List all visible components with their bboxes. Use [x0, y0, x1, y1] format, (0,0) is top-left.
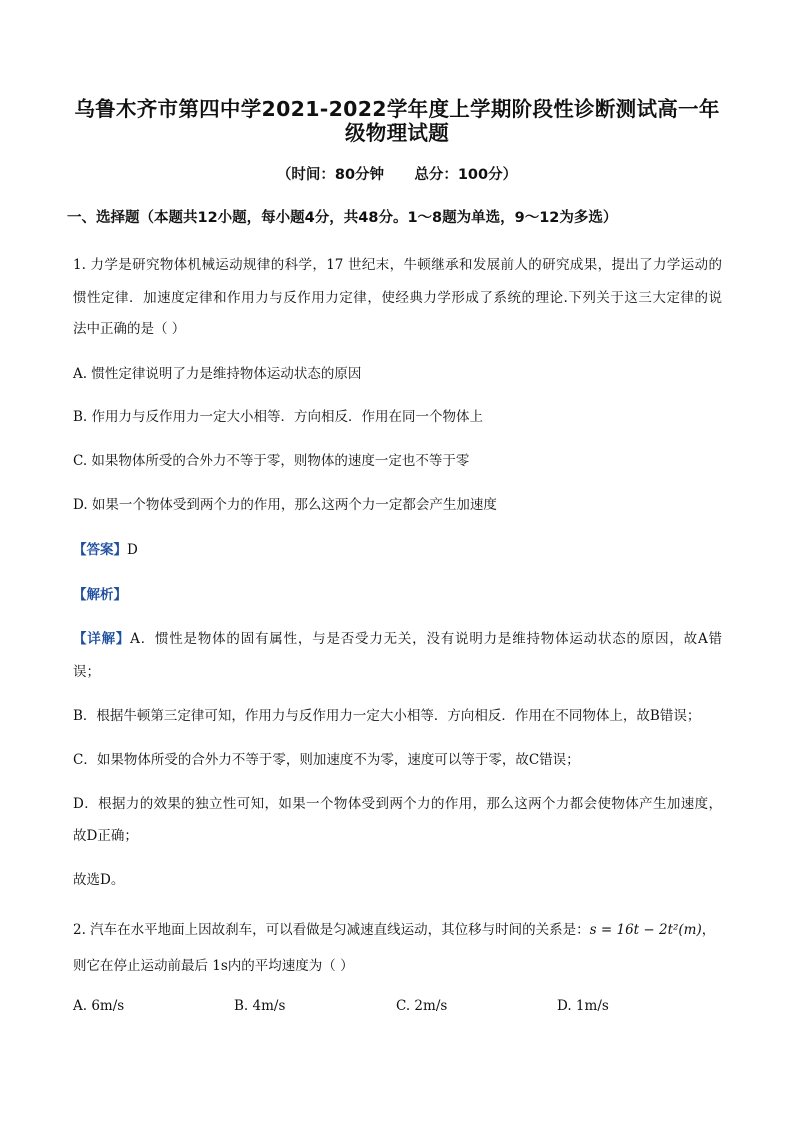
q1-detail-a-line2: 误； [73, 664, 100, 680]
q1-detail-d-line2: 故D正确； [73, 828, 138, 844]
q2-formula: s = 16t − 2t²(m) [589, 922, 702, 938]
q1-option-a: A. 惯性定律说明了力是维持物体运动状态的原因 [73, 366, 362, 382]
q2-stem-line2: 则它在停止运动前最后 1s内的平均速度为（ ） [73, 958, 354, 974]
q1-analysis [73, 583, 127, 603]
q1-detail-c: C．如果物体所受的合外力不等于零，则加速度不为零，速度可以等于零，故C错误； [73, 752, 580, 768]
q2-option-c: C. 2m/s [396, 998, 448, 1014]
q1-detail-b: B．根据牛顿第三定律可知，作用力与反作用力一定大小相等．方向相反．作用在不同物体上，故B错误； [73, 708, 701, 724]
q2-stem-text: 2. 汽车在水平地面上因故刹车，可以看做是匀减速直线运动，其位移与时间的关系是： [73, 922, 590, 938]
q1-answer [73, 538, 138, 558]
q2-option-b: B. 4m/s [234, 998, 286, 1014]
q2-stem-line1 [73, 918, 715, 938]
q1-option-c: C. 如果物体所受的合外力不等于零，则物体的速度一定也不等于零 [73, 453, 470, 469]
q1-stem-line3: 法中正确的是（ ） [73, 321, 186, 337]
q2-stem-end: ， [701, 922, 716, 938]
exam-subtitle: （时间：80分钟 总分：100分） [276, 167, 518, 183]
exam-title-line1: 乌鲁木齐市第四中学2021-2022学年度上学期阶段性诊断测试高一年 [74, 97, 720, 121]
q1-detail-d-line1: D．根据力的效果的独立性可知，如果一个物体受到两个力的作用，那么这两个力都会使物体产生加速度， [73, 796, 722, 812]
answer-value: D [127, 542, 138, 558]
detail-a-text: A．惯性是物体的固有属性，与是否受力无关，没有说明力是维持物体运动状态的原因，故A错 [130, 631, 722, 647]
detail-tag: 【详解】 [73, 631, 131, 647]
q1-stem-line2: 惯性定律．加速度定律和作用力与反作用力定律，使经典力学形成了系统的理论.下列关于这三大定律的说 [73, 290, 722, 306]
q2-option-d: D. 1m/s [557, 998, 609, 1014]
section-heading: 一、选择题（本题共12小题，每小题4分，共48分。1～8题为单选，9～12为多选） [67, 210, 618, 226]
exam-title-line2: 级物理试题 [345, 121, 449, 145]
q1-conclusion: 故选D。 [73, 872, 125, 888]
q1-stem-line1: 1. 力学是研究物体机械运动规律的科学，17 世纪末，牛顿继承和发展前人的研究成果，提出了力学运动的 [73, 257, 722, 273]
analysis-tag: 【解析】 [73, 587, 127, 603]
q1-option-b: B. 作用力与反作用力一定大小相等．方向相反．作用在同一个物体上 [73, 409, 484, 425]
q1-option-d: D. 如果一个物体受到两个力的作用，那么这两个力一定都会产生加速度 [73, 497, 497, 513]
q1-detail-a-line1 [73, 627, 722, 647]
q2-option-a: A. 6m/s [73, 998, 125, 1014]
answer-tag: 【答案】 [73, 542, 127, 558]
